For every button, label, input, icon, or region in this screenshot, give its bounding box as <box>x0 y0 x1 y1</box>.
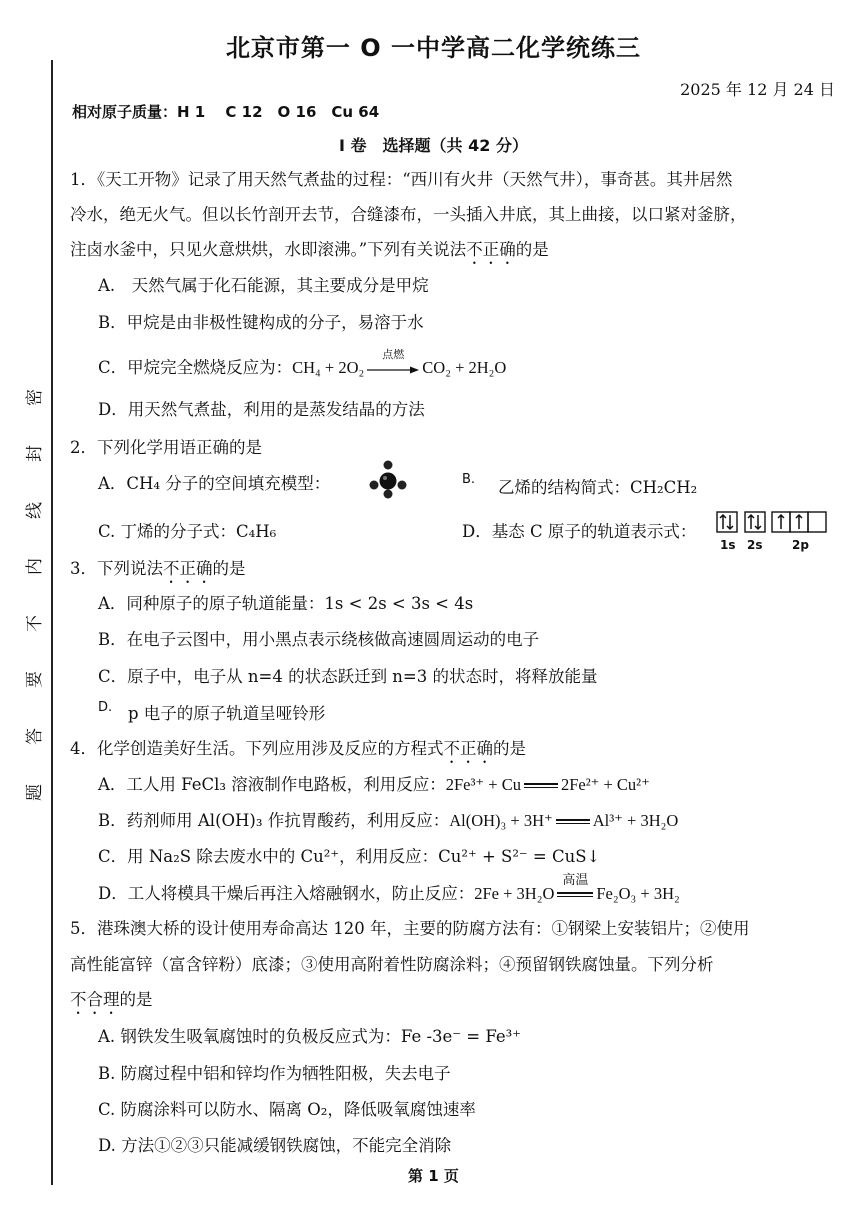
q5-option-d: D. 方法①②③只能减缓钢铁腐蚀，不能完全消除 <box>98 1136 452 1155</box>
q3-option-d: p 电子的原子轨道呈哑铃形 <box>128 704 326 723</box>
section-heading: I 卷 选择题（共 42 分） <box>339 136 528 155</box>
orbital-diagram-icon <box>716 510 830 534</box>
q2-option-b-letter: B. <box>462 472 476 487</box>
q4-option-c: C．用 Na₂S 除去废水中的 Cu²⁺，利用反应：Cu²⁺ + S²⁻ = CuS↓ <box>98 847 601 866</box>
q4-stem <box>70 739 526 767</box>
binding-char: 答 <box>24 727 45 745</box>
q1-option-c-text: C．甲烷完全燃烧反应为： <box>98 358 293 377</box>
q4-stem-text: 4．化学创造美好生活。下列应用涉及反应的方程式 <box>70 739 444 758</box>
q1-option-b: B．甲烷是由非极性键构成的分子，易溶于水 <box>98 313 424 332</box>
reaction-condition: 点燃 <box>382 347 405 361</box>
q3-option-a: A．同种原子的原子轨道能量：1s < 2s < 3s < 4s <box>98 594 474 613</box>
q2-option-d: D．基态 C 原子的轨道表示式： <box>462 522 697 541</box>
q4-a-right: 2Fe²⁺ + Cu²⁺ <box>560 775 650 794</box>
binding-char: 不 <box>24 614 45 632</box>
q1-stem-end: 的是 <box>515 240 549 259</box>
q5-stem-end: 的是 <box>119 990 153 1009</box>
q3-stem <box>70 559 246 587</box>
q5-option-b: B. 防腐过程中铝和锌均作为牺牲阳极，失去电子 <box>98 1064 451 1083</box>
q1-stem-line2: 冷水，绝无火气。但以长竹剖开去节，合缝漆布，一头插入井底，其上曲接，以口紧对釜脐， <box>70 205 747 224</box>
q4-option-b <box>98 811 678 831</box>
page-number: 第 1 页 <box>408 1167 459 1185</box>
high-temp-equals <box>557 873 593 899</box>
q4-a-left: 2Fe³⁺ + Cu <box>445 775 521 794</box>
q1-option-a: A. 天然气属于化石能源，其主要成分是甲烷 <box>98 276 429 295</box>
q1-emphasis: 不正确 <box>466 240 516 259</box>
q2-option-a: A．CH₄ 分子的空间填充模型： <box>98 474 331 493</box>
q4-option-b-text: B．药剂师用 Al(OH)₃ 作抗胃酸药，利用反应： <box>98 811 450 830</box>
q1-option-c <box>98 347 507 378</box>
q1-stem-text: 注卤水釜中，只见火意烘烘，水即滚沸。”下列有关说法 <box>70 240 467 259</box>
q4-d-left: 2Fe + 3H₂O <box>474 884 555 903</box>
q1-stem-line3 <box>70 240 549 268</box>
q3-option-b: B．在电子云图中，用小黑点表示绕核做高速圆周运动的电子 <box>98 630 540 649</box>
q4-option-d <box>98 873 680 904</box>
q4-option-a-text: A．工人用 FeCl₃ 溶液制作电路板，利用反应： <box>98 775 446 794</box>
q2-stem: 2．下列化学用语正确的是 <box>70 438 262 457</box>
q5-option-c: C. 防腐涂料可以防水、隔离 O₂，降低吸氧腐蚀速率 <box>98 1100 476 1119</box>
q3-emphasis: 不正确 <box>163 559 213 578</box>
equals-sign <box>524 781 558 790</box>
q5-stem-line2: 高性能富锌（富含锌粉）底漆；③使用高附着性防腐涂料；④预留钢铁腐蚀量。下列分析 <box>70 955 714 974</box>
q5-emphasis: 不合理 <box>70 990 120 1009</box>
q4-option-a <box>98 775 650 795</box>
q3-stem-text: 3．下列说法 <box>70 559 163 578</box>
q2-option-b: 乙烯的结构简式：CH₂CH₂ <box>498 478 698 497</box>
q4-stem-end: 的是 <box>493 739 526 758</box>
q5-stem-line1: 5．港珠澳大桥的设计使用寿命高达 120 年，主要的防腐方法有：①钢梁上安装铝片；②使用 <box>70 919 750 938</box>
atomic-masses: 相对原子质量：H 1 C 12 O 16 Cu 64 <box>72 103 380 121</box>
q4-b-right: Al³⁺ + 3H₂O <box>592 811 679 830</box>
q5-option-a: A. 钢铁发生吸氧腐蚀时的负极反应式为：Fe -3e⁻ = Fe³⁺ <box>98 1027 521 1046</box>
binding-line <box>51 60 53 1185</box>
q4-emphasis: 不正确 <box>443 739 493 758</box>
q1-equation-left: CH₄ + 2O₂ <box>292 358 365 377</box>
q4-d-right: Fe₂O₃ + 3H₂ <box>596 884 680 903</box>
reaction-arrow <box>367 347 419 376</box>
page-title: 北京市第一 O 一中学高二化学统练三 <box>225 34 642 62</box>
ch4-space-filling-model-icon <box>366 458 410 502</box>
binding-char: 密 <box>24 389 45 406</box>
q1-equation-right: CO₂ + 2H₂O <box>422 358 507 377</box>
binding-char: 线 <box>24 501 45 519</box>
reaction-condition: 高温 <box>562 873 589 888</box>
binding-char: 题 <box>24 783 45 801</box>
orbital-label-1s: 1s <box>720 538 736 552</box>
binding-note <box>22 385 45 805</box>
exam-date: 2025 年 12 月 24 日 <box>680 80 835 99</box>
orbital-label-2s: 2s <box>747 538 763 552</box>
q1-option-d: D．用天然气煮盐，利用的是蒸发结晶的方法 <box>98 400 425 419</box>
orbital-label-2p: 2p <box>792 538 809 552</box>
equals-sign <box>556 817 590 826</box>
q5-stem-line3 <box>70 990 153 1018</box>
q4-option-d-text: D．工人将模具干燥后再注入熔融钢水，防止反应： <box>98 884 475 903</box>
q2-option-c: C. 丁烯的分子式：C₄H₆ <box>98 522 277 541</box>
binding-char: 要 <box>24 671 45 689</box>
binding-char: 内 <box>24 558 45 576</box>
q3-stem-end: 的是 <box>212 559 246 578</box>
q3-option-c: C．原子中，电子从 n=4 的状态跃迁到 n=3 的状态时，将释放能量 <box>98 667 598 686</box>
q4-b-left: Al(OH)₃ + 3H⁺ <box>449 811 553 830</box>
q1-stem-line1: 1．《天工开物》记录了用天然气煮盐的过程：“西川有火井（天然气井），事奇甚。其井居然 <box>70 170 733 189</box>
q3-option-d-letter: D. <box>98 700 113 715</box>
binding-char: 封 <box>24 445 45 463</box>
